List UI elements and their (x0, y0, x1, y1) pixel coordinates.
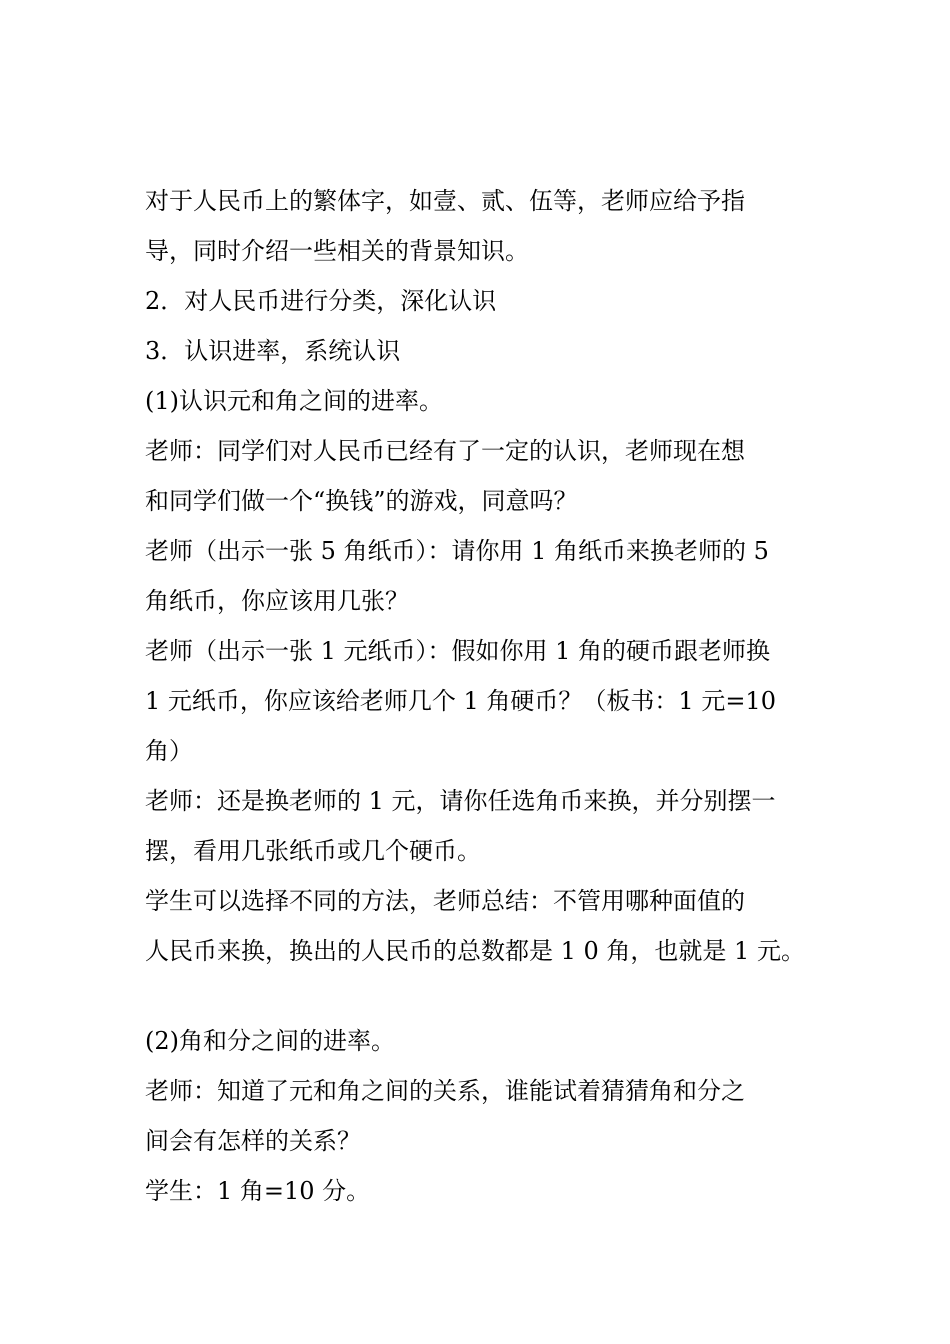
text-line: 学生：1 角=10 分。 (145, 1177, 371, 1205)
text-line: 老师：知道了元和角之间的关系，谁能试着猜猜角和分之 (145, 1077, 745, 1105)
text-line: 间会有怎样的关系？ (145, 1127, 361, 1155)
text-line: 1 元纸币，你应该给老师几个 1 角硬币？（板书：1 元=10 (145, 687, 776, 715)
text-line: 3．认识进率，系统认识 (145, 337, 401, 365)
paragraph-gap (145, 976, 835, 1016)
text-line: 人民币来换，换出的人民币的总数都是 1 0 角，也就是 1 元。 (145, 937, 805, 965)
text-line: 和同学们做一个“换钱”的游戏，同意吗？ (145, 487, 578, 515)
text-line: 老师：同学们对人民币已经有了一定的认识，老师现在想 (145, 437, 745, 465)
text-line: 对于人民币上的繁体字，如壹、贰、伍等，老师应给予指 (145, 187, 745, 215)
text-line: 老师（出示一张 5 角纸币）：请你用 1 角纸币来换老师的 5 (145, 537, 769, 565)
text-line: 2．对人民币进行分类，深化认识 (145, 287, 497, 315)
text-line: 导，同时介绍一些相关的背景知识。 (145, 237, 529, 265)
text-line: (1)认识元和角之间的进率。 (145, 387, 443, 415)
text-line: 角纸币，你应该用几张？ (145, 587, 409, 615)
text-line: 摆，看用几张纸币或几个硬币。 (145, 837, 481, 865)
text-line: (2)角和分之间的进率。 (145, 1027, 395, 1055)
text-line: 学生可以选择不同的方法，老师总结：不管用哪种面值的 (145, 887, 745, 915)
text-line: 老师：还是换老师的 1 元，请你任选角币来换，并分别摆一 (145, 787, 776, 815)
text-line: 老师（出示一张 1 元纸币）：假如你用 1 角的硬币跟老师换 (145, 637, 771, 665)
text-line: 角） (145, 737, 193, 765)
document-body (145, 176, 835, 1216)
